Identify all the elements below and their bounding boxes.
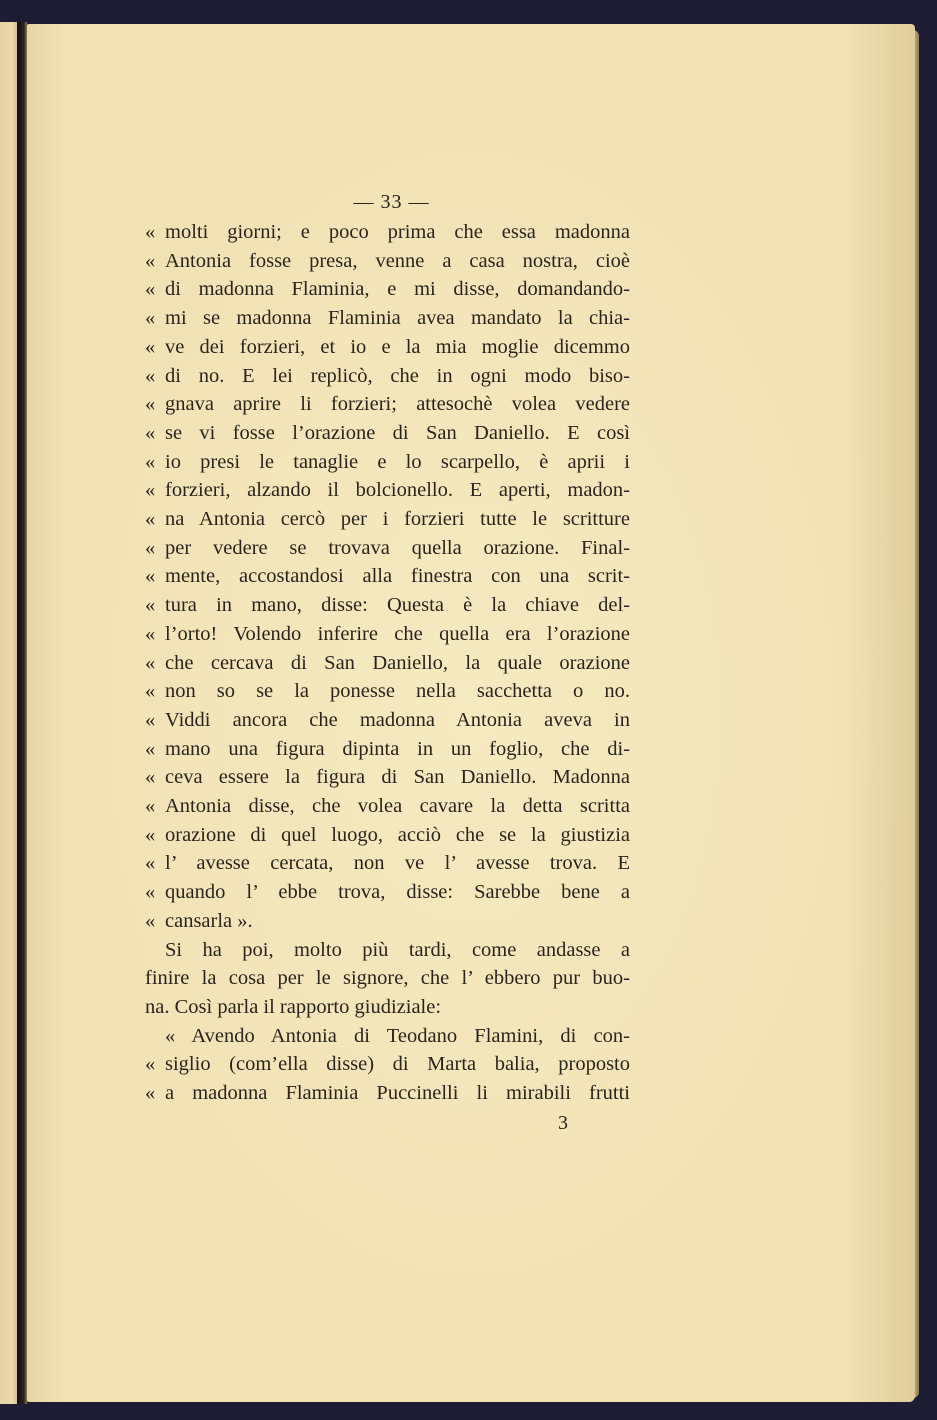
line-text: io presi le tanaglie e lo scarpello, è aprii i [165,450,630,473]
quote-mark: « [145,249,156,272]
previous-page-edge [0,22,17,1404]
quoted-line [145,362,630,391]
line-text: di no. E lei replicò, che in ogni modo biso- [165,364,630,387]
quote-mark: « [145,364,156,387]
line-text: orazione di quel luogo, acciò che se la giustizia [165,823,630,846]
quoted-line [145,878,630,907]
quote-mark: « [145,766,156,789]
quoted-line [145,275,630,304]
quoted-line [145,821,630,850]
quote-mark: « [145,909,156,932]
line-text: non so se la ponesse nella sacchetta o no. [165,680,630,703]
quote-mark: « [145,708,156,731]
quote-mark: « [145,594,156,617]
line-text: ceva essere la figura di San Daniello. Madonna [165,766,630,789]
page-number-header: — 33 — [353,191,430,213]
line-text: mano una figura dipinta in un foglio, che di- [165,737,630,760]
quoted-line [145,591,630,620]
second-quote-first-line: « Avendo Antonia di Teodano Flamini, di con- [165,1024,630,1047]
quote-mark: « [145,881,156,904]
line-text: se vi fosse l’orazione di San Daniello. E così [165,421,630,444]
quote-mark: « [145,565,156,588]
quoted-line [145,476,630,505]
line-text: gnava aprire li forzieri; attesochè volea vedere [165,393,630,416]
quoted-line [145,218,630,247]
line-text: per vedere se trovava quella orazione. Final- [165,536,630,559]
quoted-line [145,763,630,792]
quote-mark: « [145,221,156,243]
line-text: quando l’ ebbe trova, disse: Sarebbe bene a [165,881,630,904]
quoted-line [145,1079,630,1108]
line-text: tura in mano, disse: Questa è la chiave del- [165,594,630,617]
quoted-line [145,448,630,477]
quote-mark: « [145,335,156,358]
page-text [145,186,630,1138]
line-text: forzieri, alzando il bolcionello. E aperti, madon- [165,479,630,502]
line-text: mi se madonna Flaminia avea mandato la chia- [165,307,630,330]
quote-mark: « [145,1053,156,1076]
line-text: l’ avesse cercata, non ve l’ avesse trova. E [165,852,630,875]
line-text: l’orto! Volendo inferire che quella era l’orazione [165,622,630,645]
line-text: di madonna Flaminia, e mi disse, domandando- [165,278,630,301]
quoted-line [145,1050,630,1079]
quoted-line [145,677,630,706]
quote-mark: « [145,307,156,330]
second-quote [145,1050,630,1107]
signature-mark: 3 [558,1111,568,1134]
quote-mark: « [145,508,156,531]
narrative-line: Si ha poi, molto più tardi, come andasse a [165,938,630,961]
quoted-line [145,849,630,878]
quoted-line [145,304,630,333]
line-text: Antonia fosse presa, venne a casa nostra, cioè [165,249,630,272]
quote-mark: « [145,680,156,703]
quote-mark: « [145,651,156,674]
narrative-line: na. Così parla il rapporto giudiziale: [145,995,442,1018]
narrative-line: finire la cosa per le signore, che l’ ebbero pur buo- [145,967,630,990]
quote-mark: « [145,795,156,818]
quoted-line [145,620,630,649]
line-text: siglio (com’ella disse) di Marta balia, proposto [165,1053,630,1076]
book-gutter [17,22,27,1404]
line-text: mente, accostandosi alla finestra con una scrit- [165,565,630,588]
line-text: na Antonia cercò per i forzieri tutte le scritture [165,508,630,531]
quoted-line [145,390,630,419]
line-text: molti giorni; e poco prima che essa madonna [165,221,630,243]
line-text: cansarla ». [165,909,253,932]
quoted-line [145,419,630,448]
quoted-line [145,247,630,276]
quoted-line [145,534,630,563]
quote-mark: « [145,737,156,760]
quoted-line [145,562,630,591]
quote-mark: « [145,278,156,301]
quote-mark: « [145,479,156,502]
line-text: Antonia disse, che volea cavare la detta scritta [165,795,630,818]
quote-mark: « [145,450,156,473]
quote-mark: « [145,1082,156,1105]
line-text: Viddi ancora che madonna Antonia aveva in [165,708,630,731]
quote-mark: « [145,421,156,444]
quoted-line [145,735,630,764]
quote-mark: « [145,622,156,645]
quoted-line [145,505,630,534]
quoted-testimony [145,218,630,936]
line-text: a madonna Flaminia Puccinelli li mirabili frutti [165,1082,630,1105]
quoted-line [145,706,630,735]
quoted-line [145,649,630,678]
quote-mark: « [145,852,156,875]
line-text: ve dei forzieri, et io e la mia moglie dicemmo [165,335,630,358]
quote-mark: « [145,393,156,416]
quote-mark: « [145,536,156,559]
quoted-line [145,792,630,821]
quoted-line [145,333,630,362]
line-text: che cercava di San Daniello, la quale orazione [165,651,630,674]
quoted-line [145,907,630,936]
quote-mark: « [145,823,156,846]
